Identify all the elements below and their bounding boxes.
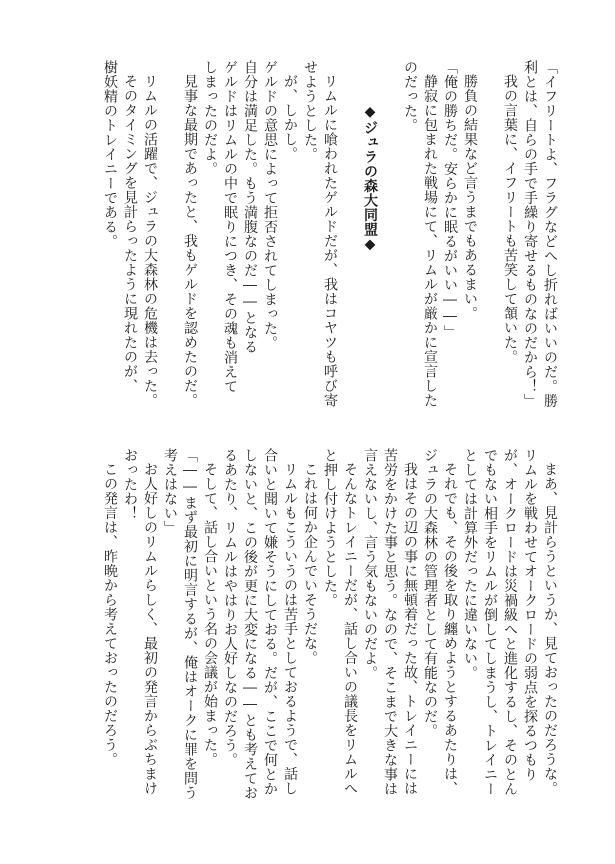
text-column: これは何か企んでいそうだな。 [302,462,318,665]
text-column: この発言は、昨晩から考えておったのだろう。 [102,462,118,767]
text-column: しないと、この後が更に大変になる――とも考えてお [242,448,258,800]
text-column: 静寂に包まれた戦場にて、リムルが厳かに宣言した [422,74,438,408]
text-column: 苦労をかけた事と思う。なので、そこまで大きな事は [382,448,398,796]
text-column [480,60,500,432]
text-column: ゲルドはリムルの中で眠りにつき、その魂も消えて [222,60,238,394]
text-column: 「イフリートよ、フラグなどへし折ればいいのだ。勝 [542,60,558,408]
text-column: 合いと聞いて嫌そうにしておる。だが、ここで何とか [262,448,278,796]
text-column: 「俺の勝ちだ。安らかに眠るがいい――」 [442,60,458,340]
text-column: と押し付けようとした。 [322,448,338,608]
text-column: それでも、その後を取り纏めようとするあたりは、 [442,462,458,796]
text-column: しまったのだよ。 [202,60,218,176]
text-column: リムルに喰われたゲルドだが、我はコヤツも呼び寄 [322,74,338,408]
lower-text-block [58,448,560,816]
text-column: 「――まず最初に明言するが、俺はオークに罪を問う [182,448,198,800]
text-column: お人好しのリムルらしく、最初の発言からぶちまけ [142,462,158,796]
text-column: そのタイミングを見計らったように現れたのが、 [122,74,138,393]
text-column: 言えないし、言う気もないのだよ。 [362,448,378,680]
text-column: そんなトレイニーだが、話し合いの議長をリムルへ [342,462,358,796]
text-column: ジュラの大森林の管理者として有能なのだ。 [422,448,438,738]
text-column: 勝負の結果など言うまでもあるまい。 [462,74,478,321]
text-column: としては計算外だったに違いない。 [462,448,478,680]
text-column: リムルもこういうのは苦手としておるようで、話し [282,462,298,796]
text-column: おったわ！ [122,448,138,521]
text-column: 樹妖精のトレイニーである。 [102,60,118,249]
text-column: のだった。 [402,60,418,133]
text-column [340,60,360,432]
text-column: 自分は満足した。もう満腹なのだ――となる [242,60,258,354]
text-column: が、オークロードは災禍級へと進化するし、そのとん [502,448,518,796]
text-column: リムルの活躍で、ジュラの大森林の危機は去った。 [142,74,158,408]
text-column: でもない相手をリムルが倒してしまうし、トレイニー [482,448,498,796]
text-column: 考えはない」 [162,448,178,535]
text-column: リムルを戦わせてオークロードの弱点を探るつもり [522,448,538,782]
text-column: 我はその辺の事に無頓着だった故、トレイニーには [402,462,418,796]
text-column [380,60,400,432]
section-heading: ◆ジュラの森大同盟◆ [362,104,378,253]
text-column: 我の言葉に、イフリートも苦笑して頷いた。 [502,74,518,364]
text-column: るあたり、リムルはやはりお人好しなのだろう。 [222,448,238,767]
upper-text-block [58,60,560,432]
text-column: ゲルドの意思によって拒否されてしまった。 [262,60,278,350]
text-column: まあ、見計らうというか、見ておったのだろうな。 [542,462,558,796]
text-column: 見事な最期であったと、我もゲルドを認めたのだ。 [182,74,198,408]
text-column: 利とは、自らの手で手繰り寄せるものなのだから！」 [522,60,538,408]
text-column [160,60,180,432]
text-column: そして、話し合いという名の会議が始まった。 [202,462,218,767]
text-column: せようとした。 [302,60,318,162]
text-column: が、しかし。 [282,74,298,161]
